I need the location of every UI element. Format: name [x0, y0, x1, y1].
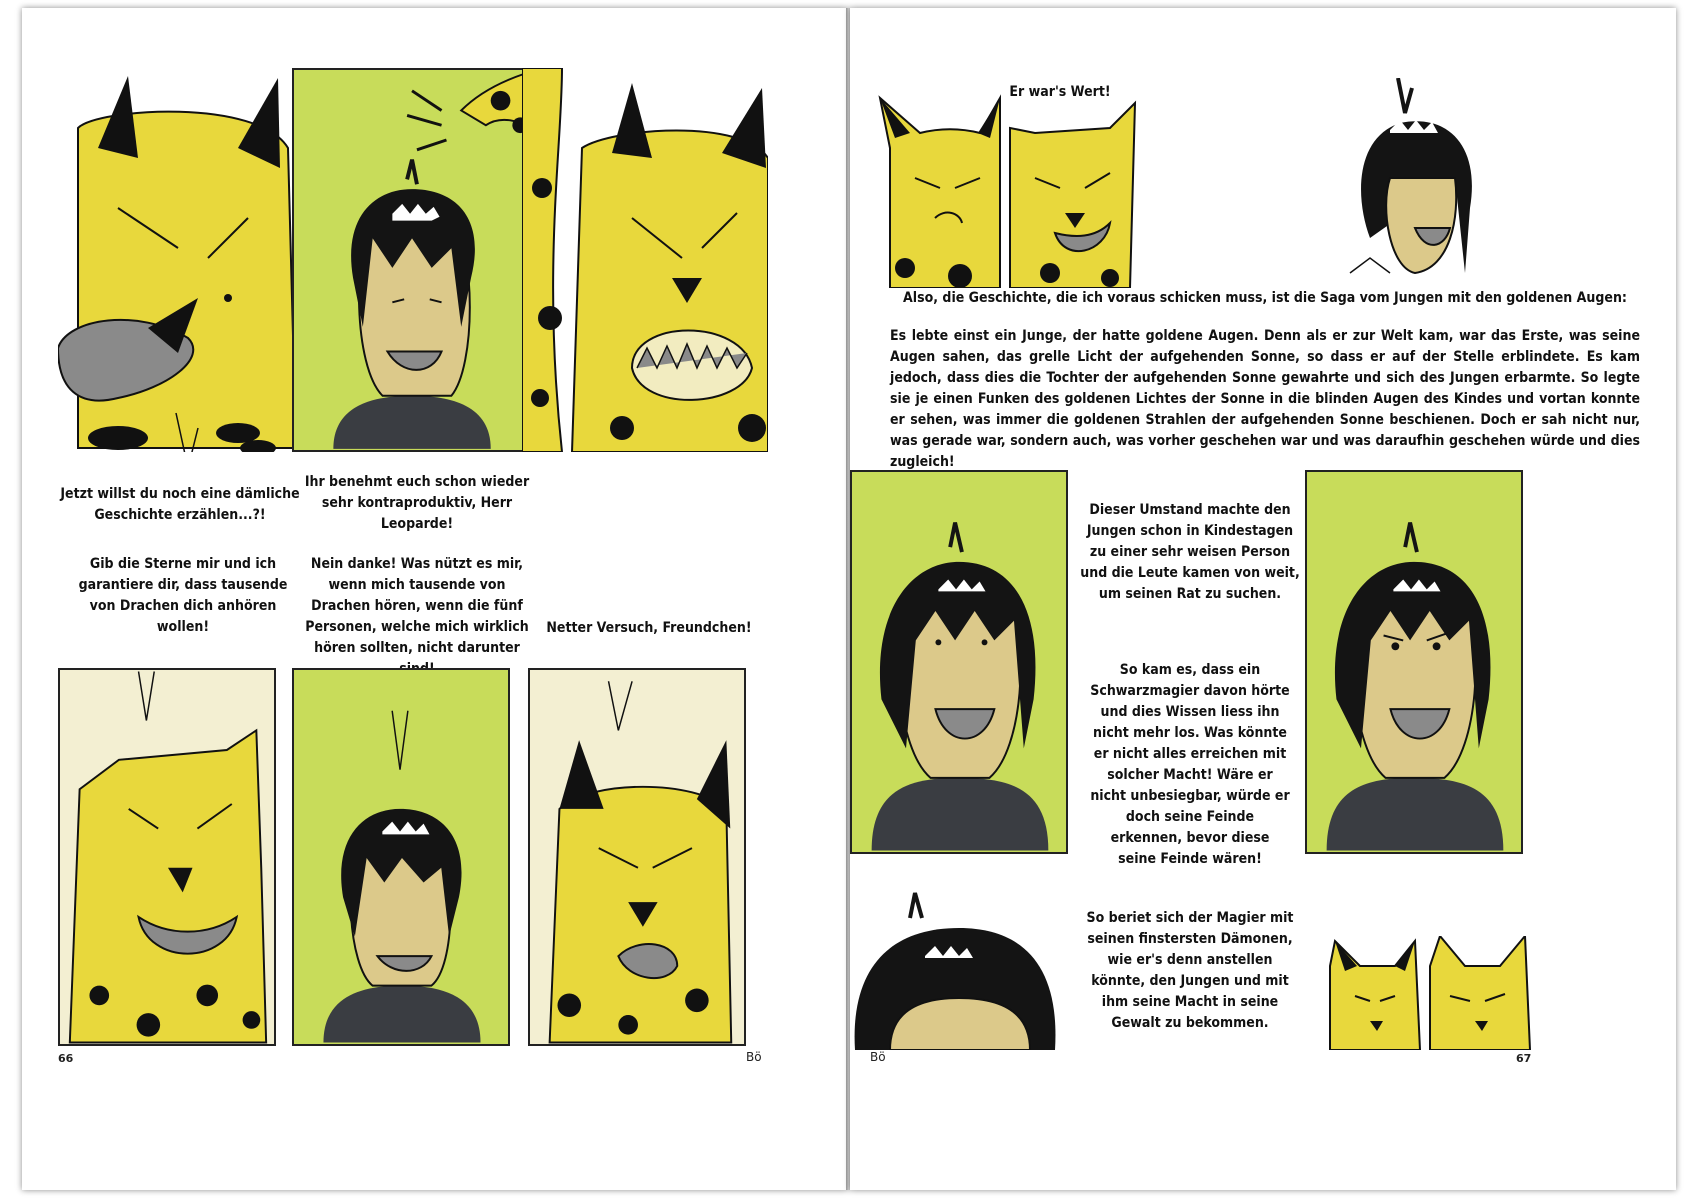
panel-boy-bottom — [850, 888, 1068, 1050]
boy-smiling-drawing — [852, 472, 1066, 852]
speech-bubble: Er war's Wert! — [1009, 84, 1111, 100]
boy-smirk-drawing — [294, 670, 508, 1044]
page-number-left: 66 — [58, 1052, 74, 1065]
leopard-scowl-drawing — [530, 670, 744, 1044]
panel-boy-smiling — [850, 470, 1068, 854]
left-page — [22, 8, 848, 1190]
right-page — [850, 8, 1676, 1190]
publisher-logo-left-icon: Bö — [746, 1050, 762, 1064]
panel-leopard-scowl — [528, 668, 746, 1046]
panel-leopard-laughing — [58, 668, 276, 1046]
caption-mid-1: Dieser Umstand machte den Jungen schon in Kindestagen zu einer sehr weisen Person und die Leute kamen von weit, um seinen Rat zu suchen. — [1080, 502, 1300, 602]
two-leopards-bottom-drawing — [1325, 936, 1535, 1050]
top-characters-drawing — [850, 78, 1676, 288]
caption-left-1: Jetzt willst du noch eine dämliche Geschichte erzählen...?! — [60, 486, 300, 523]
panel-leopard-teeth — [522, 68, 768, 452]
caption-intro: Also, die Geschichte, die ich voraus schicken muss, ist die Saga vom Jungen mit den goldenen Augen: — [903, 290, 1627, 306]
caption-story: Es lebte einst ein Junge, der hatte goldene Augen. Denn als er zur Welt kam, war das Erste, was seine Augen sahen, das grelle Licht der aufgehenden Sonne, so dass er auf der Stelle erblindete. Es kam jedoch, dass dies die Tochter der aufgehenden Sonne gewahrte und sich des Jungen erbarmte. So legte sie je einen Funken des goldenen Lichtes der Sonne in die blinden Augen des Kindes und vortan konnte er sehen, was immer die goldenen Strahlen der aufgehenden Sonne beschienen. Doch er sah nicht nur, was gerade war, sondern auch, was vorher geschehen war und was daraufhin geschehen würde und dies zugleich! — [890, 328, 1640, 470]
boy-with-paw-drawing — [294, 70, 534, 450]
panel-leopard-closeup — [58, 68, 302, 452]
caption-left-3: Gib die Sterne mir und ich garantiere dir, dass tausende von Drachen dich anhören wollen! — [78, 556, 288, 635]
leopard-teeth-drawing — [522, 68, 768, 452]
publisher-logo-right-icon: Bö — [870, 1050, 886, 1064]
leopard-laughing-drawing — [60, 670, 274, 1044]
boy-bottom-drawing — [850, 888, 1068, 1050]
top-characters — [850, 78, 1676, 288]
panel-boy-serious — [1305, 470, 1523, 854]
caption-left-4: Nein danke! Was nützt es mir, wenn mich tausende von Drachen hören, wenn die fünf Personen, welche mich wirklich hören sollten, nicht darunter — [305, 556, 529, 656]
caption-left-2: Ihr benehmt euch schon wieder sehr kontraproduktiv, Herr Leoparde! — [304, 474, 530, 532]
leopard-closeup-drawing — [58, 68, 302, 452]
caption-mid-2: So kam es, dass ein Schwarzmagier davon hörte und dies Wissen liess ihn nicht mehr los. Was könnte er nicht alles erreichen mit solcher Macht! Wäre er nicht unbesiegbar, würde er doch seine Feinde erkennen, bevor diese seine Feinde wären! — [1090, 662, 1290, 867]
page-number-right: 67 — [1516, 1052, 1532, 1065]
caption-left-5: Netter Versuch, Freundchen! — [546, 620, 752, 636]
panel-two-leopards-bottom — [1325, 936, 1535, 1050]
panel-boy-smirk — [292, 668, 510, 1046]
boy-serious-drawing — [1307, 472, 1521, 852]
caption-bottom: So beriet sich der Magier mit seinen finstersten Dämonen, wie er's denn anstellen könnte, den Jungen und mit ihm seine Macht in seine Gewalt zu bekommen. — [1086, 910, 1294, 1031]
panel-boy-with-paw — [292, 68, 536, 452]
